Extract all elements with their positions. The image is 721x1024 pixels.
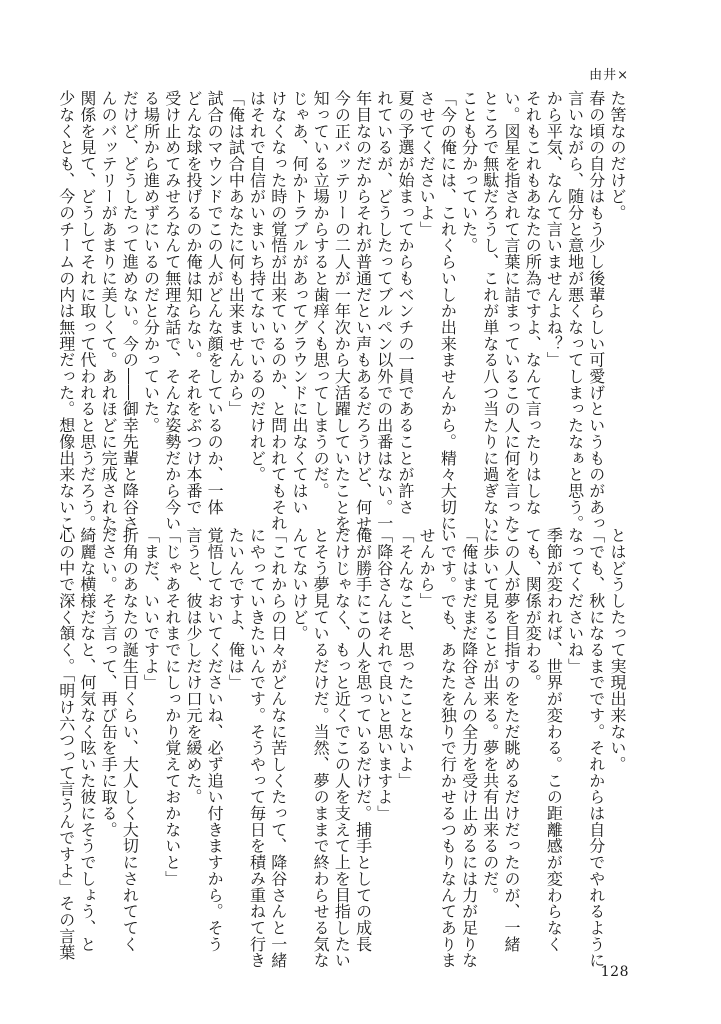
text-line: じゃあ、何かトラブルがあってグラウンドに出なくてはい (289, 90, 309, 516)
text-line: 綺麗な横様だなと、何気なく呟いた彼にそうでしょう、と (77, 527, 97, 953)
text-line: 言いながら、随分と意地が悪くなってしまったなぁと思う。 (565, 90, 585, 532)
text-line: とそう夢見ているだけだ。当然、夢のままで終わらせる気な (311, 527, 331, 969)
text-line: だけじゃなく、もっと近くでこの人を支えて上を目指したい (332, 527, 352, 969)
text-line: 言うと、彼は少しだけ口元を緩めた。 (183, 527, 203, 805)
text-line: ても、関係が変わる。 (523, 527, 543, 691)
text-line: 「降谷さんはそれで良いと思いますよ」 (374, 527, 394, 822)
text-line: 夏の予選が始まってからもベンチの一員であることが許さ (395, 90, 415, 516)
page-number: 128 (600, 964, 629, 980)
text-line: 季節が変われば、世界が変わる。この距離感が変わらなく (544, 527, 564, 953)
text-line: 俺が勝手にこの人を思っているだけだ。捕手としての成長 (353, 527, 373, 953)
text-line: る場所から進めずにいるのだと分かっていた。 (141, 90, 161, 434)
text-line: 試合のマウンドでこの人がどんな顔をしているのか、一体 (205, 90, 225, 516)
text-line: 関係を見て、どうしてそれに取って代われると思うだろう。 (77, 90, 97, 532)
text-line: たいんですよ、俺は」 (226, 527, 246, 691)
text-line: させてくださいよ」 (417, 90, 437, 238)
text-line: ところで無駄だろうし、これが単なる八つ当たりに過ぎない (480, 90, 500, 532)
text-line: それもこれもあなたの所為ですよ、なんて言ったりはしな (523, 90, 543, 516)
text-line: 年目なのだからそれが普通だとい声もあるだろうけど、何せ (353, 90, 373, 532)
text-line: んのバッテリーがあまりに美しくて。あれほどに完成された (99, 90, 119, 532)
text-line: 受け止めてみせろなんて無理な話で、そんな姿勢だから今い (162, 90, 182, 532)
text-line: だけど、どうしたって進めない。今の――御幸先輩と降谷さ (120, 90, 140, 532)
text-line: 「まだ、いいですよ」 (141, 527, 161, 691)
text-line: 「これからの日々がどんなに苦しくたって、降谷さんと一緒 (268, 527, 288, 969)
text-line: 「今の俺には、これくらいしか出来ませんから。精々大切に (438, 90, 458, 532)
text-line: た筈なのだけど。 (608, 90, 627, 221)
text-line: 「俺はまだまだ降谷さんの全力を受け止めるには力が足りな (459, 527, 479, 969)
text-line: にやっていきたいんです。そうやって毎日を積み重ねて行き (247, 527, 267, 969)
text-line: 「じゃあそれまでにしっかり覚えておかないと」 (162, 527, 182, 887)
text-line: から平気、なんて言いませんよね？」 (544, 90, 564, 368)
text-line: 覚悟しておいてくださいね、必ず追い付きますから。そう (205, 527, 225, 953)
text-line: 「そんなこと、思ったことないよ」 (395, 527, 415, 789)
text-line: に歩いて見ることが出来る。夢を共有出来るのだ。 (480, 527, 500, 904)
text-block-bottom (56, 527, 628, 969)
text-line: ださい。そう言って、再び缶を手に取る。 (99, 527, 119, 838)
text-line: 「でも、秋になるまでです。それからは自分でやれるように (586, 527, 606, 969)
text-line: 「俺は試合中あなたに何も出来ませんから」 (226, 90, 246, 417)
text-line: この人が夢を目指すのをただ眺めるだけだったのが、一緒 (501, 527, 521, 953)
text-line: どんな球を投げるのか俺は知らない。それをぶつけ本番で (183, 90, 203, 516)
author-name: 由井× (589, 68, 629, 83)
text-line: 折角のあなたの誕生日くらい、大人しく大切にされててく (120, 527, 140, 953)
text-line: 心の中で深く頷く。「明け六つって言うんですよ」その言葉 (56, 527, 76, 961)
text-block-top (56, 90, 628, 532)
text-line: れているが、どうしたってブルペン以外での出番はない。一 (374, 90, 394, 532)
text-line: せんから」 (417, 527, 437, 609)
text-line: 春の頃の自分はもう少し後輩らしい可愛げというものがあっ (586, 90, 606, 532)
text-line: はそれで自信がいまいち持てないでいるのだけれど。 (247, 90, 267, 483)
text-line: んてないけど。 (289, 527, 309, 642)
text-line: 知っている立場からすると歯痒くも思ってしまうのだ。 (311, 90, 331, 499)
text-line: いです。でも、あなたを独りで行かせるつもりなんてありま (438, 527, 458, 969)
text-line: い。図星を指されて言葉に詰まっているこの人に何を言った (501, 90, 521, 532)
text-line: 少なくとも、今のチームの内は無理だった。想像出来ないこ (56, 90, 76, 532)
text-line: 今の正バッテリーの二人が一年次から大活躍していたことを (332, 90, 352, 532)
text-line: ことも分かっていた。 (459, 90, 479, 254)
text-line: けなくなった時の覚悟が出来ているのか、と問われてもそれ (268, 90, 288, 532)
text-line: とはどうしたって実現出来ない。 (608, 527, 627, 773)
text-line: なってくださいね」 (565, 527, 585, 675)
